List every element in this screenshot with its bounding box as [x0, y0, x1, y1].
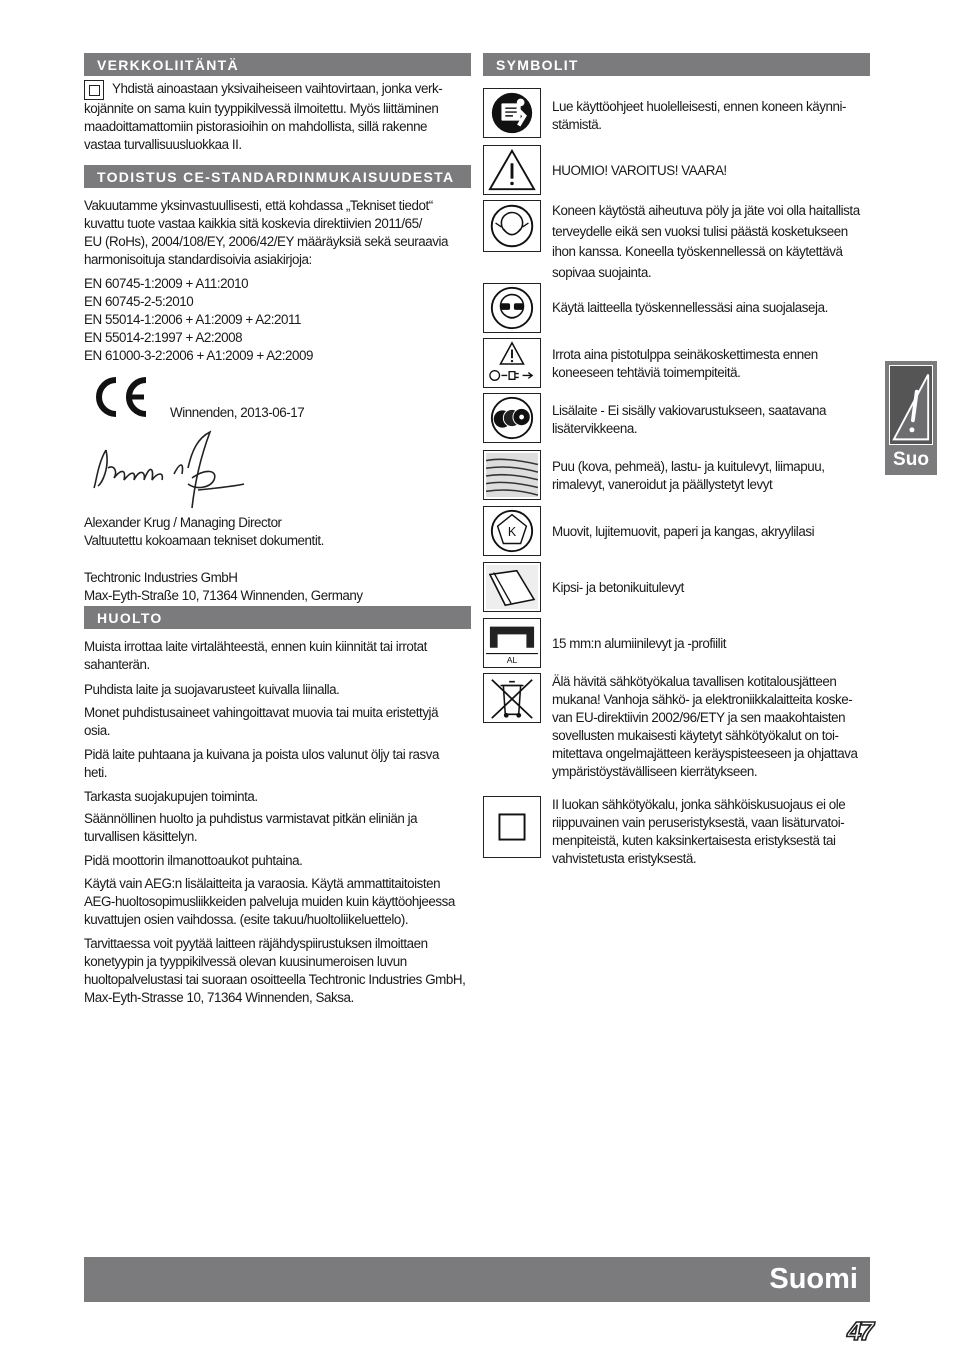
- huolto-line: osia.: [84, 723, 111, 738]
- saw-blades-icon: [483, 393, 541, 443]
- symbol-row: [483, 506, 873, 566]
- section-heading-huolto: HUOLTO: [84, 606, 471, 629]
- unplug-icon: [483, 338, 541, 388]
- symbol-row: [483, 338, 873, 398]
- huolto-line: Tarvittaessa voit pyytää laitteen räjähdyspiirustuksen ilmoittaen: [84, 936, 428, 951]
- symbol-description-line: ympäristöystävälliseen kierrätykseen.: [552, 764, 758, 779]
- symbol-description-line: koneeseen tehtäviä toimempiteitä.: [552, 365, 741, 380]
- symbol-description-line: Muovit, lujitemuovit, paperi ja kangas, akryylilasi: [552, 524, 815, 539]
- read-manual-icon: [483, 88, 541, 138]
- symbol-description-line: menpiteistä, kuten kaksinkertaisesta eristyksestä tai: [552, 833, 836, 848]
- symbol-description-line: rimalevyt, vaneroidut ja päällystetyt levyt: [552, 477, 773, 492]
- tab-label: Suo: [893, 449, 929, 470]
- symbol-row: [483, 618, 873, 678]
- symbol-description: [552, 523, 872, 541]
- footer-language-title: Suomi: [769, 1263, 858, 1295]
- section-heading-symbolit: SYMBOLIT: [483, 53, 870, 76]
- huolto-paragraph: [84, 852, 474, 870]
- section-heading-ce: TODISTUS CE-STANDARDINMUKAISUUDESTA: [84, 165, 471, 188]
- language-tab: [885, 361, 937, 475]
- huolto-line: Käytä vain AEG:n lisälaitteita ja varaosia. Käytä ammattitaitoisten: [84, 876, 441, 891]
- warning-icon: [483, 145, 541, 195]
- weee-bin-icon: [483, 673, 541, 723]
- huolto-paragraph: [84, 681, 474, 699]
- ce-mark-icon: [88, 374, 152, 420]
- symbol-description-line: riippuvainen vain peruseristyksestä, vaan lisäturvatoi-: [552, 815, 845, 830]
- wood-icon: [483, 450, 541, 500]
- symbol-row: [483, 88, 873, 148]
- ce-signer: Alexander Krug / Managing Director Valtuutettu kokoamaan tekniset dokumentit.: [84, 515, 324, 548]
- plastic-icon: [483, 506, 541, 556]
- page-number: 47: [847, 1316, 872, 1346]
- symbol-description-line: van EU-direktiivin 2002/96/ETY ja sen maakohtaisten: [552, 710, 846, 725]
- symbol-description-line: vahvistetusta eristyksestä.: [552, 851, 697, 866]
- symbol-description-line: Puu (kova, pehmeä), lastu- ja kuitulevyt, liimapuu,: [552, 459, 825, 474]
- warning-tab-icon: [889, 365, 933, 445]
- symbol-description: [552, 299, 872, 317]
- huolto-line: turvallisen käsittelyn.: [84, 829, 198, 844]
- ce-place-date: Winnenden, 2013-06-17: [170, 405, 305, 420]
- footer-bar: [84, 1257, 870, 1302]
- symbol-description: [552, 98, 872, 134]
- section-heading-verkkoliitanta: VERKKOLIITÄNTÄ: [84, 53, 471, 76]
- class-ii-icon: [483, 796, 541, 858]
- symbol-row: [483, 796, 873, 866]
- symbol-description-line: HUOMIO! VAROITUS! VAARA!: [552, 163, 727, 178]
- symbol-description-line: terveydelle eikä sen vuoksi tulisi päästä kosketukseen: [552, 223, 848, 239]
- symbol-description-line: Älä hävitä sähkötyökalua tavallisen kotitalousjätteen: [552, 674, 837, 689]
- symbol-row: [483, 145, 873, 205]
- huolto-line: Tarkasta suojakupujen toiminta.: [84, 789, 258, 804]
- symbol-description-line: stämistä.: [552, 117, 602, 132]
- symbol-description: [552, 162, 872, 180]
- huolto-line: Säännöllinen huolto ja puhdistus varmistavat pitkän eliniän ja: [84, 811, 418, 826]
- huolto-paragraph: [84, 810, 474, 846]
- huolto-line: AEG-huoltosopimusliikkeiden palveluja muiden kuin käyttöohjeessa: [84, 894, 455, 909]
- symbol-description: [552, 346, 872, 382]
- symbol-description-line: Koneen käytöstä aiheutuva pöly ja jäte voi olla haitallista: [552, 203, 860, 218]
- symbol-description-line: lisätervikkeena.: [552, 421, 638, 436]
- symbol-row: [483, 562, 873, 622]
- signature: [88, 428, 248, 512]
- symbol-description: [552, 458, 872, 494]
- huolto-paragraph: [84, 746, 474, 782]
- symbol-description-line: Lue käyttöohjeet huolelleisesti, ennen koneen käynni-: [552, 99, 847, 114]
- class-ii-icon: [84, 80, 104, 100]
- huolto-line: Pidä moottorin ilmanottoaukot puhtaina.: [84, 853, 303, 868]
- symbol-description-line: 15 mm:n alumiinilevyt ja -profiilit: [552, 636, 727, 651]
- symbol-description-line: ihon kanssa. Koneella työskennellessä on käytettävä: [552, 244, 843, 259]
- huolto-paragraph: [84, 704, 474, 740]
- symbol-row: [483, 200, 873, 280]
- svg-text:K: K: [507, 524, 517, 539]
- huolto-paragraph: [84, 638, 474, 674]
- symbol-description: [552, 796, 872, 868]
- symbol-description: [552, 201, 872, 283]
- symbol-description: [552, 673, 872, 781]
- huolto-line: Puhdista laite ja suojavarusteet kuivalla liinalla.: [84, 682, 340, 697]
- huolto-paragraph: [84, 788, 474, 806]
- huolto-line: Max-Eyth-Strasse 10, 71364 Winnenden, Saksa.: [84, 990, 354, 1005]
- symbol-description-line: Lisälaite - Ei sisälly vakiovarustukseen, saatavana: [552, 403, 827, 418]
- huolto-line: Muista irrottaa laite virtalähteestä, ennen kuin kiinnität tai irrotat: [84, 639, 427, 654]
- huolto-line: kuvattujen osien vaihdossa. (esite takuu/huoltoliikeluettelo).: [84, 912, 409, 927]
- symbol-description-line: sopivaa suojainta.: [552, 264, 652, 280]
- symbol-row: [483, 283, 873, 343]
- symbol-description-line: Irrota aina pistotulppa seinäkoskettimesta ennen: [552, 347, 818, 362]
- huolto-paragraph: [84, 875, 474, 929]
- symbol-description-line: sovellusten mukaisesti käytetyt sähkötyökalut on toi-: [552, 728, 839, 743]
- aluminium-profile-icon: [483, 618, 541, 668]
- huolto-paragraph: [84, 935, 474, 1007]
- gypsum-board-icon: [483, 562, 541, 612]
- symbol-description-line: II luokan sähkötyökalu, jonka sähköiskusuojaus ei ole: [552, 797, 846, 812]
- symbol-row: [483, 673, 873, 779]
- ce-standards: EN 60745-1:2009 + A11:2010 EN 60745-2-5:2010 EN 55014-1:2006 + A1:2009 + A2:2011 EN 55014-2:1997 + A2:2008 EN 61000-3-2:2006 + A1:2009 + A2:2009: [84, 276, 314, 363]
- symbol-description: [552, 635, 872, 653]
- symbol-description: [552, 579, 872, 597]
- symbol-row: [483, 450, 873, 510]
- symbol-description-line: mitettava ongelmajätteen keräyspisteeseen ja ohjattava: [552, 746, 858, 761]
- safety-glasses-icon: [483, 283, 541, 333]
- svg-text:AL: AL: [506, 655, 518, 666]
- symbol-description-line: mukana! Vanhoja sähkö- ja elektroniikkalaitteita koske-: [552, 692, 853, 707]
- huolto-line: huoltopalvelustasi tai suoraan osoitteella Techtronic Industries GmbH,: [84, 972, 466, 987]
- symbol-description-line: Kipsi- ja betonikuitulevyt: [552, 580, 684, 595]
- ce-intro: Vakuutamme yksinvastuullisesti, että kohdassa „Tekniset tiedot“ kuvattu tuote vastaa kaikkia sitä koskevia direktiivien 2011/65/ EU (RoHs), 2004/108/EY, 2006/42/EY määräyksiä sekä seuraavia harmonisoituja standardisoivia asiakirjoja:: [84, 198, 449, 267]
- huolto-line: heti.: [84, 765, 108, 780]
- huolto-line: sahanterän.: [84, 657, 150, 672]
- verkko-text: Yhdistä ainoastaan yksivaiheiseen vaihtovirtaan, jonka verk- kojännite on sama kuin tyyppikilvessä ilmoitettu. Myös liittäminen maadoittamattomiin pistorasioihin on mahdollista, sillä rakenne vastaa turvallisuusluokkaa II.: [84, 81, 443, 152]
- huolto-line: Pidä laite puhtaana ja kuivana ja poista ulos valunut öljy tai rasva: [84, 747, 439, 762]
- symbol-description-line: Käytä laitteella työskennellessäsi aina suojalaseja.: [552, 300, 828, 315]
- huolto-line: Monet puhdistusaineet vahingoittavat muovia tai muita eristettyjä: [84, 705, 439, 720]
- huolto-line: konetyypin ja tyyppikilvessä olevan kuusinumeroisen luvun: [84, 954, 407, 969]
- symbol-description: [552, 402, 872, 438]
- dust-mask-icon: [483, 200, 541, 252]
- ce-company: Techtronic Industries GmbH Max-Eyth-Straße 10, 71364 Winnenden, Germany: [84, 570, 363, 603]
- symbol-row: [483, 393, 873, 453]
